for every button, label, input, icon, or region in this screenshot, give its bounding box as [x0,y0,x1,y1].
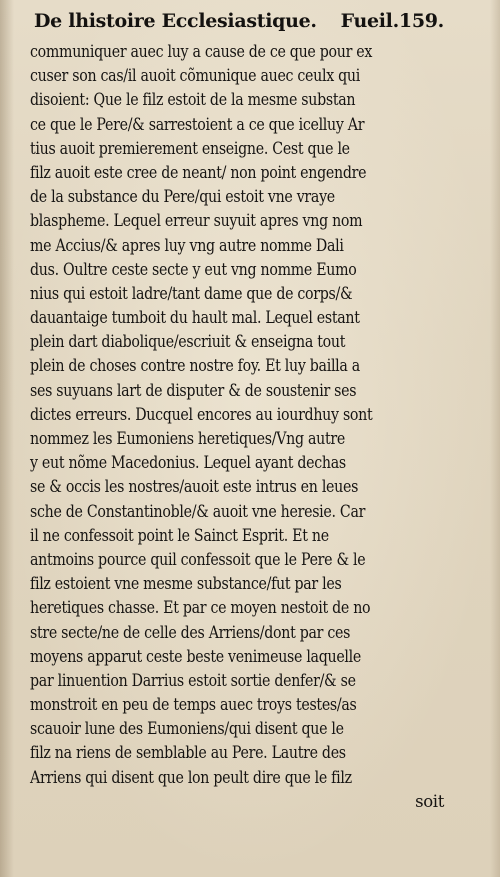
page-header [34,4,444,38]
text-line: il ne confessoit point le Sainct Esprit. Et ne [30,525,329,545]
text-line: filz auoit este cree de neant/ non point engendre [30,162,367,182]
text-line: heretiques chasse. Et par ce moyen nestoit de no [30,598,371,618]
catchword: soit [415,791,444,811]
text-line: dus. Oultre ceste secte y eut vng nomme Eumo [30,259,357,279]
text-line: nommez les Eumoniens heretiques/Vng autre [30,429,345,448]
running-title: De lhistoire Ecclesiastique. [34,10,317,32]
text-line: cuser son cas/il auoit cõmunique auec ceulx qui [30,66,360,86]
text-line: y eut nõme Macedonius. Lequel ayant dechas [30,453,346,473]
text-line: par linuention Darrius estoit sortie denfer/& se [30,670,356,690]
text-line: dictes erreurs. Ducquel encores au iourdhuy sont [30,404,373,424]
text-line: communiquer auec luy a cause de ce que pour ex [30,42,373,61]
text-line: filz na riens de semblable au Pere. Lautre des [30,743,346,763]
text-line: ce que le Pere/& sarrestoient a ce que icelluy Ar [30,114,365,134]
text-line: scauoir lune des Eumoniens/qui disent que le [30,719,344,739]
text-line: plein dart diabolique/escriuit & enseigna tout [30,332,346,352]
body-text [30,40,446,814]
text-line: stre secte/ne de celle des Arriens/dont par ces [30,622,351,642]
text-line: me Accius/& apres luy vng autre nomme Dali [30,235,344,255]
text-line: tius auoit premierement enseigne. Cest que le [30,138,350,158]
text-line: blaspheme. Lequel erreur suyuit apres vng nom [30,211,363,231]
text-line: Arriens qui disent que lon peult dire que le filz [30,767,352,787]
text-line: plein de choses contre nostre foy. Et luy bailla a [30,356,360,376]
text-line: antmoins pource quil confessoit que le Pere & le [30,549,366,569]
text-line: filz estoient vne mesme substance/fut par les [30,574,342,594]
text-line: monstroit en peu de temps auec troys testes/as [30,695,357,715]
text-line: moyens apparut ceste beste venimeuse laquelle [30,646,362,666]
text-line: nius qui estoit ladre/tant dame que de corps/& [30,283,353,303]
text-line: ses suyuans lart de disputer & de soustenir ses [30,380,357,400]
text-line: sche de Constantinoble/& auoit vne heresie. Car [30,501,366,521]
text-line: de la substance du Pere/qui estoit vne vraye [30,187,335,207]
text-line: dauantaige tumboit du hault mal. Lequel estant [30,308,360,328]
text-line: se & occis les nostres/auoit este intrus en leues [30,477,359,497]
folio-number: Fueil.159. [340,10,444,32]
text-line: disoient: Que le filz estoit de la mesme substan [30,90,356,110]
